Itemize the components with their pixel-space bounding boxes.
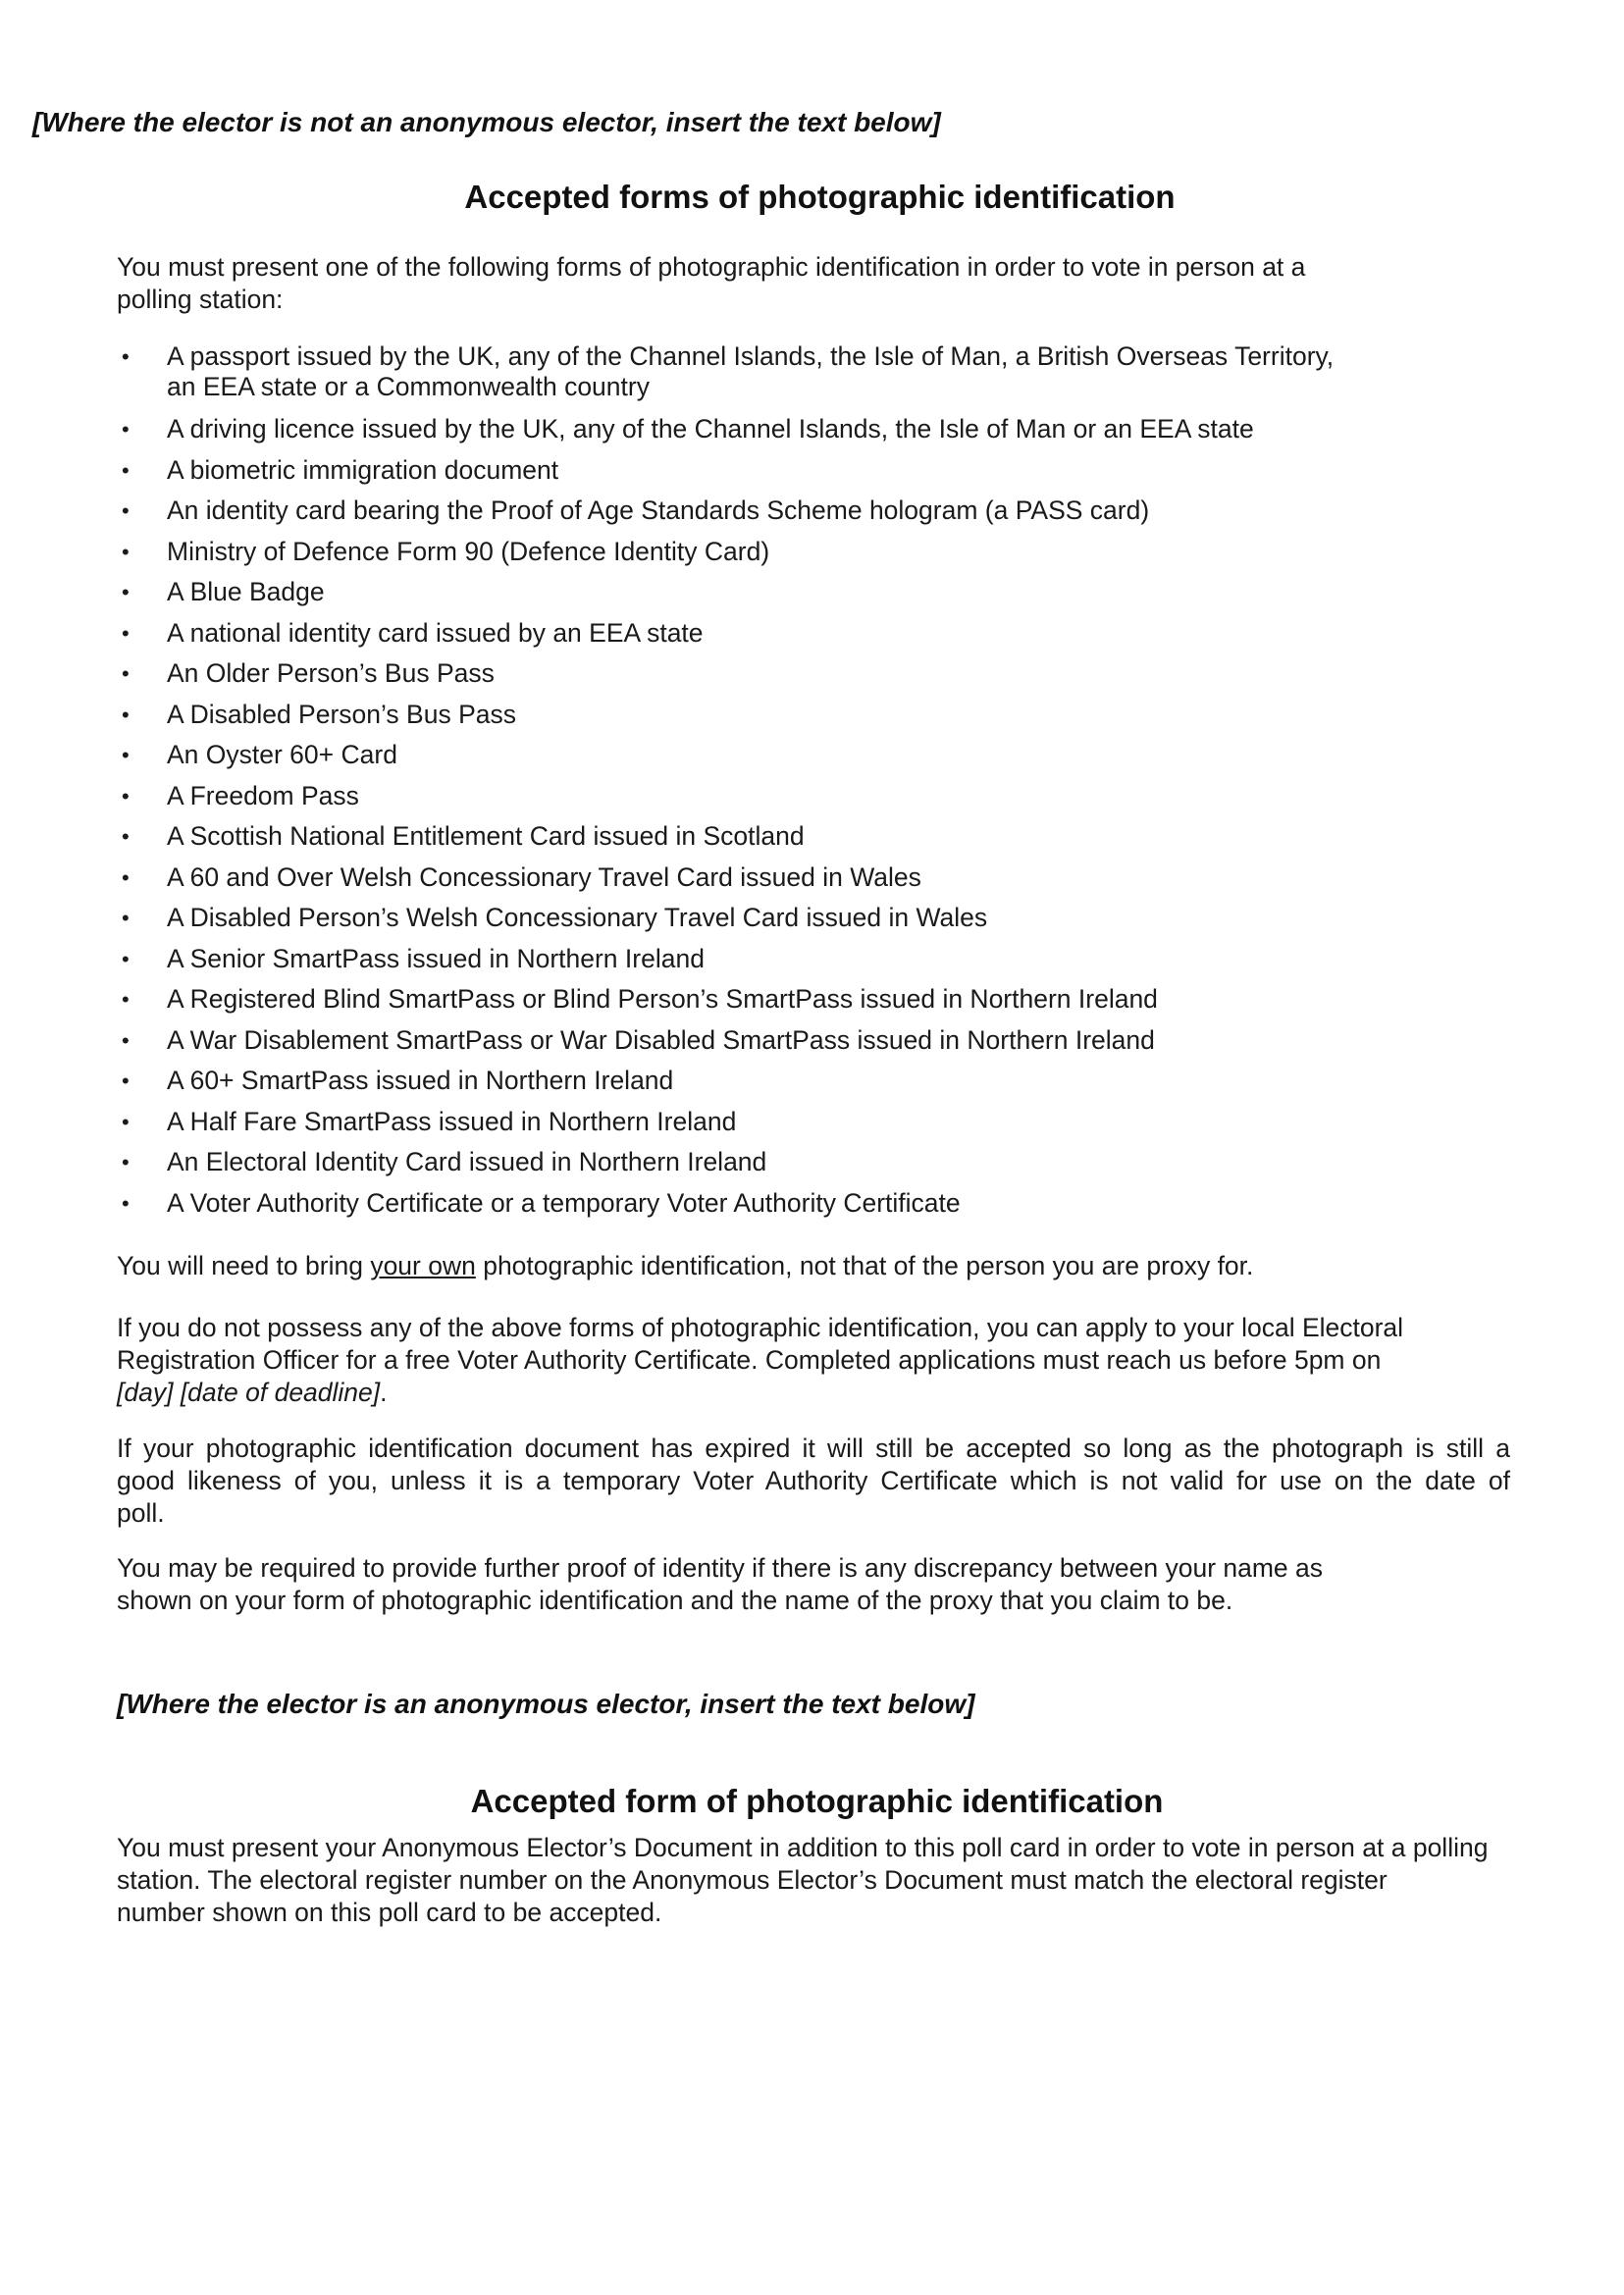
id-form-item (117, 700, 1441, 730)
expired-id-paragraph (117, 1433, 1510, 1530)
id-form-item (117, 537, 1441, 567)
own-id-emphasis: your own (370, 1251, 476, 1280)
bullet-icon: • (122, 457, 130, 483)
id-form-text: A biometric immigration document (167, 454, 559, 485)
paragraph-end: . (380, 1378, 388, 1407)
bullet-icon: • (122, 743, 130, 767)
bullet-icon: • (122, 824, 130, 849)
id-form-text: A Scottish National Entitlement Card issued in Scotland (167, 821, 805, 851)
id-form-text: A Half Fare SmartPass issued in Northern Ireland (167, 1106, 737, 1136)
paragraph-line: If you do not possess any of the above forms of photographic identification, you can apply to your local Electoral (117, 1313, 1404, 1342)
id-form-item (117, 903, 1441, 933)
id-form-item (117, 944, 1441, 974)
id-form-text: A Disabled Person’s Bus Pass (167, 699, 516, 729)
heading-accepted-forms: Accepted forms of photographic identification (464, 179, 1176, 215)
paragraph-line: Registration Officer for a free Voter Authority Certificate. Completed applications must reach us before 5pm on (117, 1345, 1382, 1375)
id-form-text: An Older Person’s Bus Pass (167, 658, 495, 688)
id-form-item (117, 414, 1441, 444)
paragraph-line: If your photographic identification document has expired it will still be accepted so long as the photograph is still a (117, 1434, 1510, 1463)
bullet-icon: • (122, 620, 130, 646)
bullet-icon: • (122, 864, 130, 890)
id-form-item (117, 740, 1441, 770)
paragraph-line: shown on your form of photographic identification and the name of the proxy that you claim to be. (117, 1586, 1233, 1615)
intro-line: You must present one of the following forms of photographic identification in order to vote in person at a (117, 252, 1306, 282)
id-form-text: A Freedom Pass (167, 780, 359, 810)
id-form-item (117, 781, 1441, 811)
id-form-item (117, 821, 1441, 852)
bullet-icon: • (122, 987, 130, 1012)
id-form-item (117, 984, 1441, 1015)
id-form-item (117, 1025, 1441, 1056)
paragraph-line: poll. (117, 1498, 165, 1528)
id-form-text: An identity card bearing the Proof of Age Standards Scheme hologram (a PASS card) (167, 496, 1150, 525)
id-form-text: A Blue Badge (167, 577, 325, 606)
paragraph-line: good likeness of you, unless it is a temporary Voter Authority Certificate which is not valid for use on the date of (117, 1466, 1510, 1495)
id-form-item (117, 577, 1441, 607)
voter-authority-paragraph (117, 1312, 1530, 1409)
id-form-text: Ministry of Defence Form 90 (Defence Identity Card) (167, 536, 770, 566)
own-id-text-after: photographic identification, not that of the person you are proxy for. (475, 1251, 1254, 1280)
id-form-item (117, 1147, 1441, 1177)
paragraph-line: station. The electoral register number on the Anonymous Elector’s Document must match the electoral register (117, 1865, 1388, 1895)
heading-accepted-form-anonymous: Accepted form of photographic identification (470, 1783, 1164, 1819)
id-form-text: A Registered Blind SmartPass or Blind Person’s SmartPass issued in Northern Ireland (167, 984, 1158, 1014)
intro-line: polling station: (117, 285, 284, 314)
paragraph-line: You may be required to provide further proof of identity if there is any discrepancy between your name as (117, 1553, 1324, 1583)
paragraph-line (117, 1377, 1530, 1409)
bullet-icon: • (122, 580, 130, 604)
id-form-text: An Electoral Identity Card issued in Northern Ireland (167, 1147, 767, 1176)
deadline-placeholder: [day] [date of deadline] (117, 1378, 381, 1407)
id-form-item (117, 1066, 1441, 1096)
id-form-item (117, 1188, 1441, 1219)
id-form-item (117, 455, 1441, 486)
id-form-text: A Voter Authority Certificate or a temporary Voter Authority Certificate (167, 1187, 961, 1218)
bullet-icon: • (122, 344, 130, 369)
id-form-item (117, 496, 1441, 526)
id-form-item (117, 658, 1441, 689)
bullet-icon: • (122, 1190, 130, 1216)
bullet-icon: • (122, 702, 130, 727)
bullet-icon: • (122, 1027, 130, 1053)
id-form-item (117, 862, 1441, 893)
discrepancy-paragraph (117, 1552, 1530, 1617)
id-form-text: An Oyster 60+ Card (167, 740, 397, 769)
anonymous-elector-paragraph (117, 1832, 1530, 1929)
bullet-icon: • (122, 1069, 130, 1093)
id-form-text: A War Disablement SmartPass or War Disabled SmartPass issued in Northern Ireland (167, 1024, 1155, 1055)
bullet-icon: • (122, 539, 130, 564)
paragraph-line: You must present your Anonymous Elector’s Document in addition to this poll card in order to vote in person at a polling (117, 1833, 1489, 1862)
own-id-text-before: You will need to bring (117, 1251, 371, 1280)
id-form-text-continued: an EEA state or a Commonwealth country (167, 372, 650, 401)
id-form-text: A Disabled Person’s Welsh Concessionary Travel Card issued in Wales (167, 903, 988, 932)
id-form-text: A passport issued by the UK, any of the Channel Islands, the Isle of Man, a British Overseas Territory, (167, 341, 1335, 371)
id-form-text: A 60+ SmartPass issued in Northern Ireland (167, 1066, 674, 1095)
id-forms-list (117, 341, 1441, 1228)
bullet-icon: • (122, 1109, 130, 1134)
intro-paragraph (117, 251, 1392, 316)
bullet-icon: • (122, 906, 130, 930)
id-form-item (117, 1107, 1441, 1137)
id-form-item (117, 341, 1441, 402)
instruction-non-anonymous: [Where the elector is not an anonymous elector, insert the text below] (32, 107, 941, 137)
instruction-anonymous: [Where the elector is an anonymous elector, insert the text below] (117, 1689, 975, 1719)
bullet-icon: • (122, 498, 130, 523)
id-form-text: A 60 and Over Welsh Concessionary Travel Card issued in Wales (167, 861, 921, 892)
bullet-icon: • (122, 417, 130, 442)
bullet-icon: • (122, 661, 130, 686)
bullet-icon: • (122, 946, 130, 971)
bullet-icon: • (122, 1150, 130, 1174)
paragraph-line: number shown on this poll card to be accepted. (117, 1898, 662, 1927)
bullet-icon: • (122, 783, 130, 808)
own-id-paragraph (117, 1250, 1530, 1282)
id-form-text: A driving licence issued by the UK, any of the Channel Islands, the Isle of Man or an EEA state (167, 414, 1254, 443)
id-form-item (117, 618, 1441, 649)
id-form-text: A national identity card issued by an EEA state (167, 617, 704, 648)
id-form-text: A Senior SmartPass issued in Northern Ireland (167, 943, 705, 973)
